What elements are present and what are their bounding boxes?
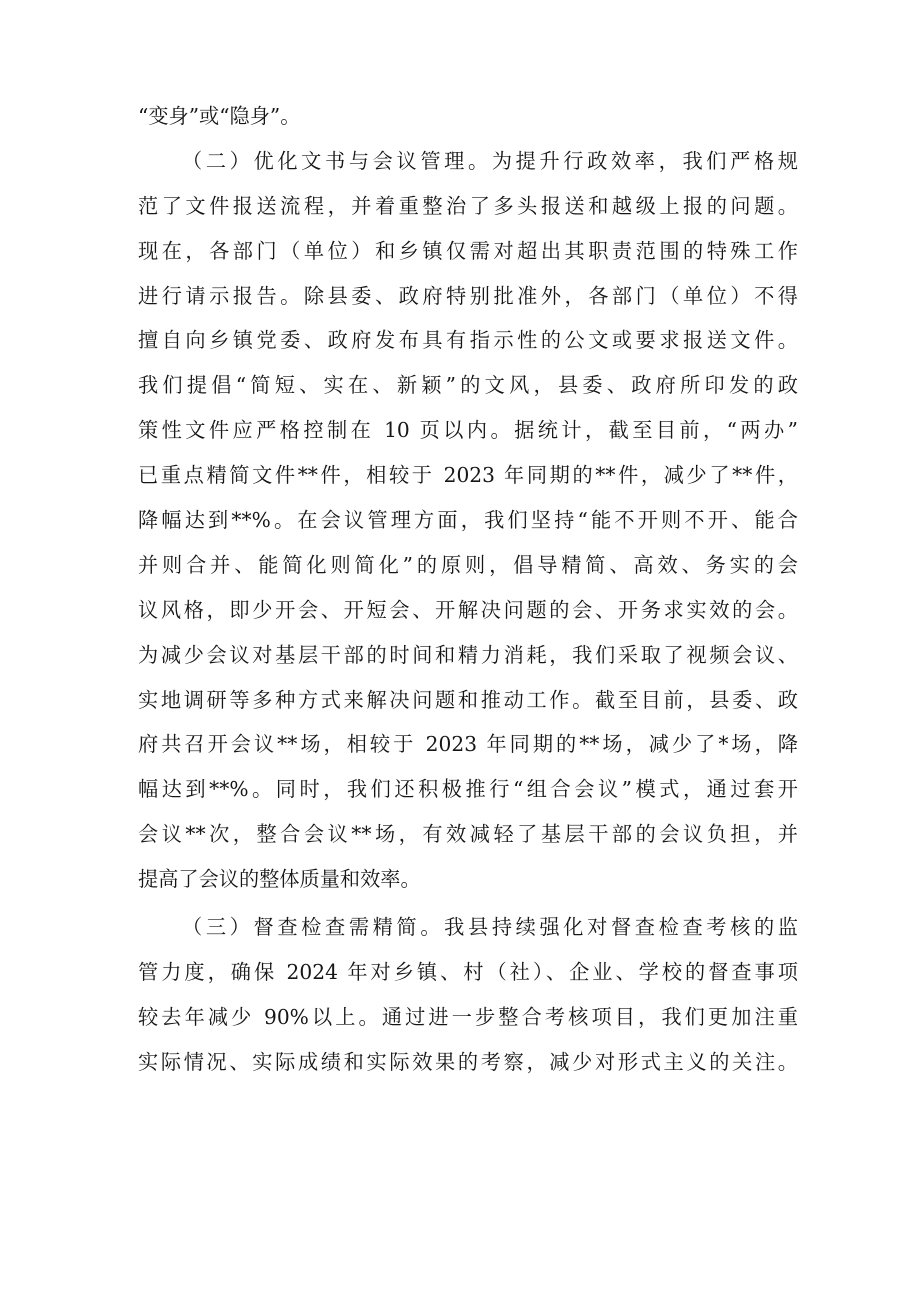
text-line: 会议**次，整合会议**场，有效减轻了基层干部的会议负担，并 [138,822,798,847]
text-line: 我们提倡“简短、实在、新颖”的文风，县委、政府所印发的政 [138,373,798,398]
text-line: 实地调研等多种方式来解决问题和推动工作。截至目前，县委、政 [138,687,798,712]
text-line: 进行请示报告。除县委、政府特别批准外，各部门（单位）不得 [138,283,798,308]
text-line: 降幅达到**%。在会议管理方面，我们坚持“能不开则不开、能合 [138,508,798,533]
text-line: 提高了会议的整体质量和效率。 [138,867,421,892]
text-line: （二）优化文书与会议管理。为提升行政效率，我们严格规 [182,148,798,173]
text-line: 策性文件应严格控制在 10 页以内。据统计，截至目前，“两办” [138,418,798,443]
paragraph-document-and-meeting-management [138,139,798,902]
text-line: 现在，各部门（单位）和乡镇仅需对超出其职责范围的特殊工作 [138,238,798,263]
text-line: 管力度，确保 2024 年对乡镇、村（社）、企业、学校的督查事项 [138,959,798,984]
paragraph-inspection-streamlining [138,905,798,1085]
text-line: 范了文件报送流程，并着重整治了多头报送和越级上报的问题。 [138,193,798,218]
text-line: 府共召开会议**场，相较于 2023 年同期的**场，减少了*场，降 [138,732,798,757]
text-line: （三）督查检查需精简。我县持续强化对督查检查考核的监 [182,915,798,940]
text-line: “变身”或“隐身”。 [138,104,301,128]
paragraph-continuation [138,94,798,139]
text-line: 实际情况、实际成绩和实际效果的考察，减少对形式主义的关注。 [138,1049,798,1074]
text-line: 幅达到**%。同时，我们还积极推行“组合会议”模式，通过套开 [138,777,798,802]
text-line: 已重点精简文件**件，相较于 2023 年同期的**件，减少了**件， [138,463,798,488]
text-line: 较去年减少 90%以上。通过进一步整合考核项目，我们更加注重 [138,1004,798,1029]
text-line: 议风格，即少开会、开短会、开解决问题的会、开务求实效的会。 [138,597,798,622]
document-body [138,94,798,1085]
text-line: 为减少会议对基层干部的时间和精力消耗，我们采取了视频会议、 [138,642,798,667]
text-line: 并则合并、能简化则简化”的原则，倡导精简、高效、务实的会 [138,552,798,577]
text-line: 擅自向乡镇党委、政府发布具有指示性的公文或要求报送文件。 [138,328,798,353]
